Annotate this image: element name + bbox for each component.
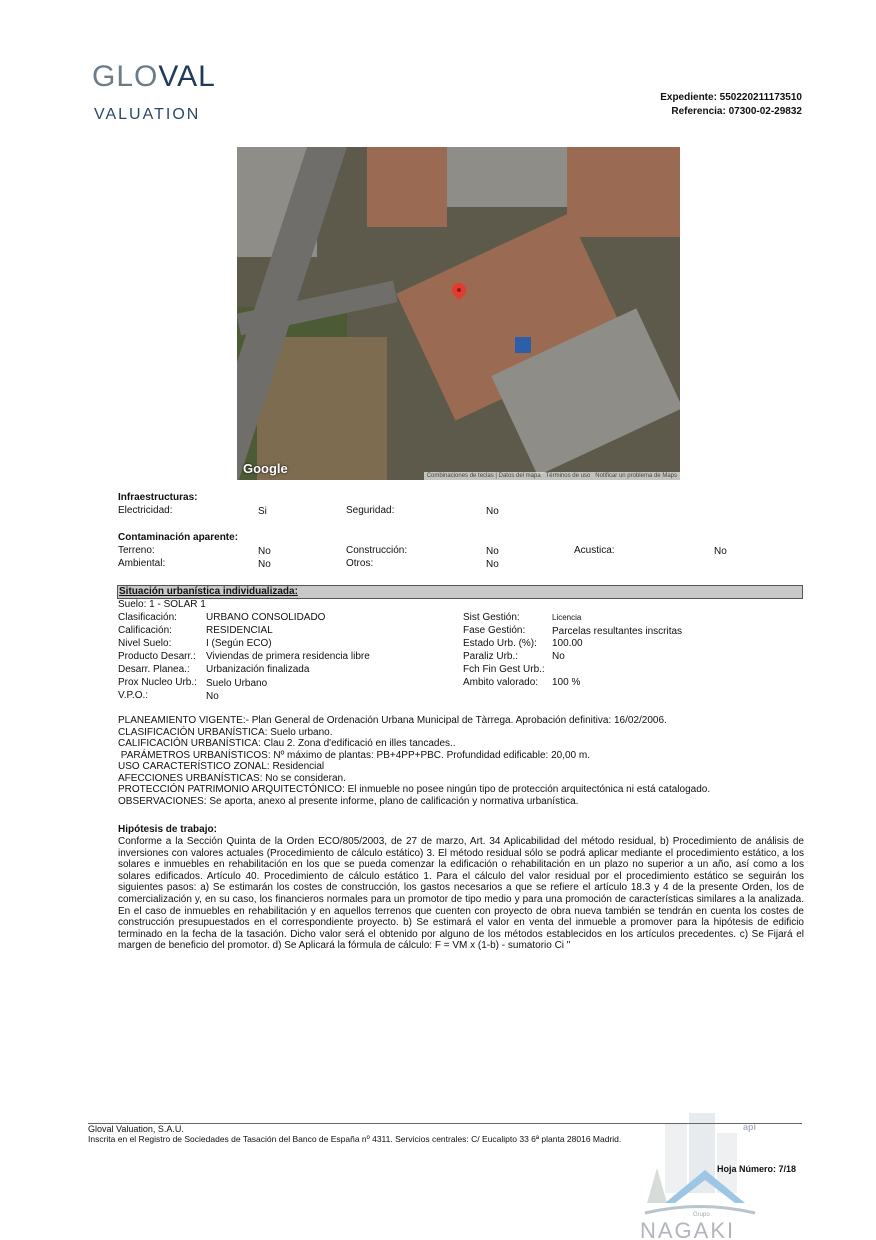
field-value: 100 % — [552, 677, 581, 688]
footer-registry: Inscrita en el Registro de Sociedades de Tasación del Banco de España nº 4311. Servicios centrales: C/ Eucalipto 33 6ª planta 28016 Madrid. — [88, 1134, 622, 1144]
field-value: No — [486, 559, 499, 570]
field-label: Clasificación: — [118, 612, 177, 623]
planeamiento-line: CALIFICACIÓN URBANÍSTICA: Clau 2. Zona d'edificació en illes tancades.. — [118, 738, 456, 749]
google-brand: Google — [243, 461, 288, 476]
planeamiento-line: PLANEAMIENTO VIGENTE:- Plan General de Ordenación Urbana Municipal de Tàrrega. Aprobación definitiva: 16/02/2006. — [118, 715, 667, 726]
grupo-text: Grupo — [693, 1212, 710, 1218]
field-value: No — [714, 546, 727, 557]
field-label: Fch Fin Gest Urb.: — [463, 664, 545, 675]
infraestructuras-title: Infraestructuras: — [118, 492, 198, 503]
map-attribution: Combinaciones de teclas | Datos del mapa Términos de uso Notificar un problema de Maps — [424, 472, 680, 480]
planeamiento-line: PROTECCIÓN PATRIMONIO ARQUITECTÓNICO: El inmueble no posee ningún tipo de protección arquitectónica ni está catalogado. — [118, 784, 711, 795]
field-value: No — [486, 546, 499, 557]
field-label: Acustica: — [574, 545, 615, 556]
planeamiento-line: AFECCIONES URBANÍSTICAS: No se consideran. — [118, 772, 346, 784]
gloval-logo: GLOVAL VALUATION — [92, 60, 216, 123]
page-number: Hoja Número: 7/18 — [716, 1164, 796, 1174]
field-label: Otros: — [346, 558, 374, 569]
hipotesis-title: Hipótesis de trabajo: — [118, 824, 217, 835]
field-label: Calificación: — [118, 625, 172, 636]
field-label: V.P.O.: — [118, 690, 149, 701]
field-value: Viviendas de primera residencia libre — [206, 651, 370, 662]
field-value: I (Según ECO) — [206, 638, 272, 649]
field-value: Urbanización finalizada — [206, 664, 310, 675]
referencia: Referencia: 07300-02-29832 — [671, 106, 802, 117]
nagaki-watermark — [625, 1108, 775, 1240]
attr-shortcuts[interactable]: Combinaciones de teclas — [426, 473, 494, 479]
nagaki-text: NAGAKI — [640, 1218, 736, 1240]
field-label: Terreno: — [118, 545, 155, 556]
hipotesis-text: Conforme a la Sección Quinta de la Orden ECO/805/2003, de 27 de marzo, Art. 34 Aplicabilidad del método residual, b) Procedimiento de análisis de inversiones con valores actuales (Procedimiento de cálculo estático) 3. El método residual sólo se podrá aplicar mediante el procedimiento estático, a los solares e inmuebles en rehabilitación en los que se pueda comenzar la edificación o rehabilitación en un plazo no superior a un año, así como a los solares edificados. Artículo 40. Procedimiento de cálculo estático 1. Para el cálculo del valor residual por el procedimiento estático se seguirán los siguientes pasos: a) Se estimarán los costes de construcción, los gastos necesarios a que se refiere el artículo 18.3 y 4 de la presente Orden, los de comercialización y, en su caso, los financieros normales para un promotor de tipo medio y para una promoción de características similares a la analizada. En el caso de inmuebles en rehabilitación y en aquellos terrenos que cuenten con proyecto de obra nueva también se tendrán en cuenta los costes de construcción presupuestados en el correspondiente proyecto. b) Se estimará el valor en venta del inmueble a promover para la hipótesis de edificio terminado en la fecha de la tasación. Dicho valor será el obtenido por alguno de los métodos establecidos en los artículos precedentes. c) Se Fijará el margen de beneficio del promotor. d) Se Aplicará la fórmula de cálculo: F = VM x (1-b) - sumatorio Ci " — [118, 836, 804, 952]
field-value: No — [206, 691, 219, 702]
suelo: Suelo: 1 - SOLAR 1 — [118, 599, 206, 610]
field-value: No — [486, 506, 499, 517]
situacion-title: Situación urbanística individualizada: — [119, 586, 298, 597]
planeamiento-block — [118, 715, 710, 807]
field-label: Seguridad: — [346, 505, 395, 516]
field-value: Parcelas resultantes inscritas — [552, 626, 683, 637]
attr-map-data[interactable]: Datos del mapa — [498, 473, 541, 479]
footer-divider — [88, 1123, 802, 1124]
field-value: Suelo Urbano — [206, 678, 268, 689]
field-label: Paraliz Urb.: — [463, 651, 519, 662]
field-label: Construcción: — [346, 545, 408, 556]
planeamiento-line: CLASIFICACIÓN URBANÍSTICA: Suelo urbano. — [118, 726, 333, 738]
field-label: Fase Gestión: — [463, 625, 526, 636]
field-label: Ambito valorado: — [463, 677, 539, 688]
field-label: Sist Gestión: — [463, 612, 520, 623]
field-value: No — [552, 651, 565, 662]
attr-terms[interactable]: Términos de uso — [545, 473, 591, 479]
field-value: No — [258, 546, 271, 557]
planeamiento-line: OBSERVACIONES: Se aporta, anexo al presente informe, plano de calificación y normativa urbanística. — [118, 795, 579, 807]
field-label: Estado Urb. (%): — [463, 638, 537, 649]
field-label: Prox Nucleo Urb.: — [118, 677, 197, 688]
field-label: Nivel Suelo: — [118, 638, 172, 649]
field-value: URBANO CONSOLIDADO — [206, 612, 326, 623]
api-text: api — [743, 1122, 757, 1132]
attr-report[interactable]: Notificar un problema de Maps — [595, 473, 677, 479]
field-value: No — [258, 559, 271, 570]
field-value: Licencia — [552, 613, 582, 622]
footer-company: Gloval Valuation, S.A.U. — [88, 1124, 184, 1134]
field-value: RESIDENCIAL — [206, 625, 273, 636]
field-label: Producto Desarr.: — [118, 651, 196, 662]
contaminacion-title: Contaminación aparente: — [118, 532, 239, 543]
field-label: Desarr. Planea.: — [118, 664, 190, 675]
planeamiento-line: PARÁMETROS URBANÍSTICOS: Nº máximo de plantas: PB+4PP+PBC. Profundidad edificable: 20,00 m. — [118, 749, 590, 761]
field-label: Electricidad: — [118, 505, 173, 516]
field-label: Ambiental: — [118, 558, 166, 569]
satellite-map[interactable] — [237, 147, 680, 480]
field-value: Si — [258, 506, 267, 517]
situacion-header — [117, 585, 803, 599]
field-value: 100.00 — [552, 638, 583, 649]
planeamiento-line: USO CARACTERÍSTICO ZONAL: Residencial — [118, 761, 325, 772]
expediente: Expediente: 550220211173510 — [660, 92, 802, 103]
